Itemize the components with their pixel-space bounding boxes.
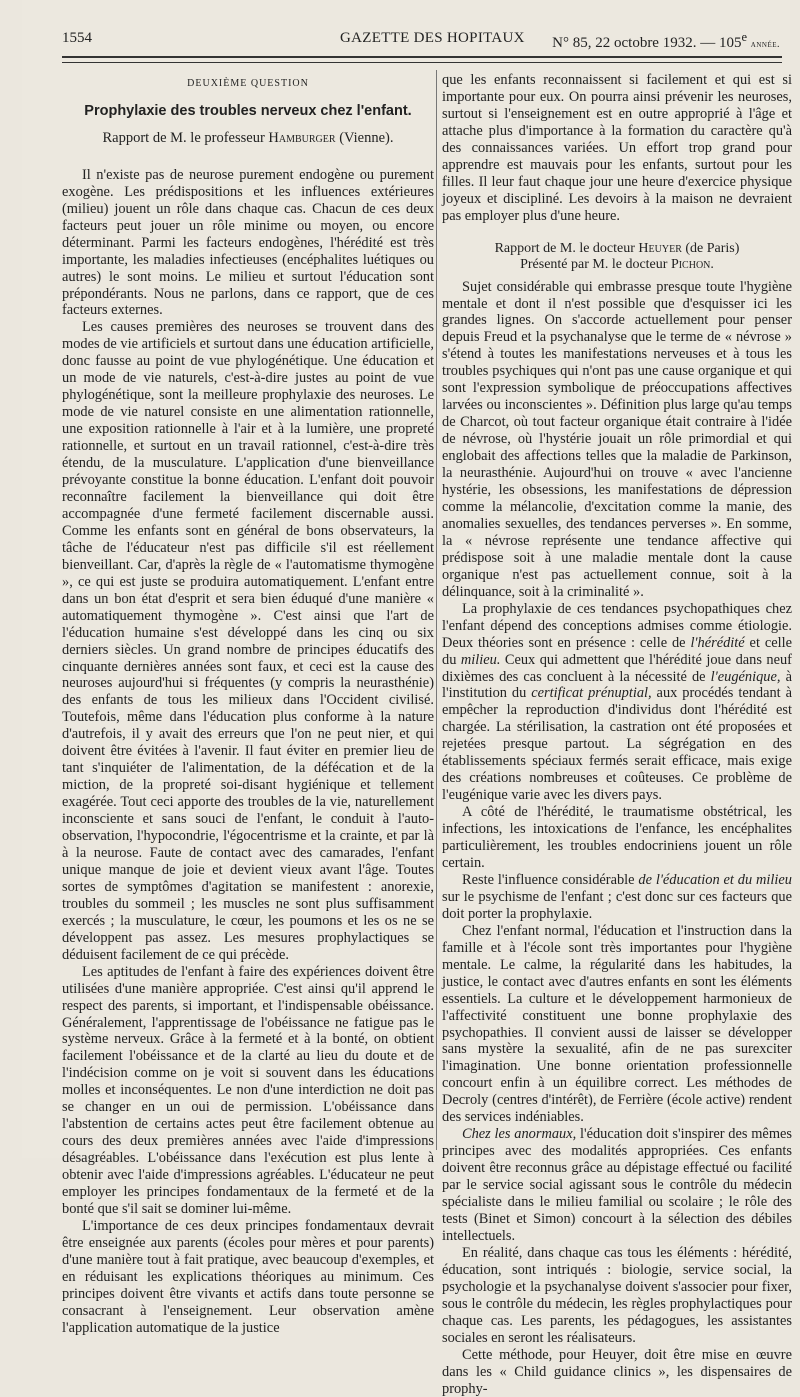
issue-date-suffix: année.: [750, 39, 780, 50]
question-heading: DEUXIÈME QUESTION: [187, 78, 309, 89]
emphasis: l'eugénique,: [710, 668, 781, 685]
paragraph: A côté de l'hérédité, le traumatisme obstétrical, les infections, les intoxications de l'enfance, les encéphalites particulièrement, les troubles endocriniens jouent un rôle certain.: [442, 804, 792, 871]
paragraph: Les aptitudes de l'enfant à faire des expériences doivent être utilisées d'une manière appropriée. C'est ainsi qu'il apprend le respect des parents, si important, et l'indispensable obéissance. Généralement, l'apprentissage de l'obéissance ne fatigue pas le système nerveux. Grâce à la fermeté et à la bonté, on obtient facilement l'obéissance et de la clarté au lieu du doute et de l'indécision comme on je voit si souvent dans les éducations molles et inconséquentes. Le non d'une interdiction ne doit pas se changer en un oui de permission. L'obéissance dans l'abstention de certains actes peut être facilement obtenue au cours des deux premières années avec l'aide d'impressions désagréables. L'obéissance dans l'exécution est plus lente à obtenir avec l'aide d'impressions agréables. L'éducateur ne peut employer les principes fondamentaux de la fermeté et de la bonté que s'il sait se dominer lui-même.: [62, 963, 434, 1217]
paragraph: En réalité, dans chaque cas tous les éléments : hérédité, éducation, sont intriqués : biologie, service social, la psychologie et la psychanalyse doivent s'associer pour fixer, sous le contrôle du médecin, les règles prophylactiques pour chaque cas. Les parents, les pédagogues, les assistantes sociales en seront les réalisateurs.: [442, 1244, 792, 1346]
paragraph: L'importance de ces deux principes fondamentaux devrait être enseignée aux parents (écoles pour mères et pour parents) d'une manière tout à fait pratique, avec beaucoup d'exemples, et en réduisant les explications théoriques au minimum. Ces principes doivent être vivants et actifs dans toute personne se consacrant à l'enseignement. Leur observation amène l'application automatique de la justice: [62, 1217, 434, 1336]
second-report-line1: [442, 241, 792, 257]
report-author: Hamburger: [268, 129, 336, 146]
text-run: et celle du: [442, 634, 792, 668]
second-report-prefix: Rapport de M. le docteur: [494, 240, 635, 256]
page-number: 1554: [62, 30, 92, 46]
text-run: Reste l'influence considérable: [462, 871, 639, 888]
page: [22, 0, 792, 1397]
paragraph: Il n'existe pas de neurose purement endogène ou purement exogène. Les prédispositions et les influences extérieures (milieu) jouent un rôle dans chaque cas. Chacun de ces deux facteurs peut jouer un rôle minime ou moyen, ou encore déterminant. Parmi les facteurs endogènes, l'hérédité est très importante, les maladies infectieuses (encéphalites luétiques ou autres) le sont moins. Le milieu et surtout l'éducation sont prépondérants. Nous ne parlons, dans ce rapport, que de ces facteurs externes.: [62, 166, 434, 319]
text-run: à l'institution du: [442, 668, 792, 702]
emphasis: de l'éducation et du milieu: [638, 871, 792, 888]
text-run: Ceux qui admettent que l'hérédité joue dans neuf dixièmes des cas concluent à la nécessité de: [442, 651, 792, 685]
paragraph: [442, 872, 792, 923]
issue-date-sup: e: [741, 30, 748, 44]
report-byline-prefix: Rapport de M. le professeur: [102, 129, 265, 146]
left-column: [62, 72, 434, 1337]
text-run: sur le psychisme de l'enfant ; c'est donc sur ces facteurs que doit porter la prophylaxie.: [442, 888, 792, 922]
paragraph: [442, 601, 792, 804]
header-rule: [62, 56, 782, 58]
journal-title: GAZETTE DES HOPITAUX: [340, 30, 525, 46]
paragraph: Chez l'enfant normal, l'éducation et l'instruction dans la famille et à l'école sont très importantes pour l'hygiène mentale. Le calme, la régularité dans les habitudes, la justice, le contact avec d'autres enfants en sont les éléments essentiels. La culture et le développement harmonieux de l'affectivité constituent une bonne prophylaxie des psychopathies. Il convient aussi de laisser se développer sans mystère la sexualité, afin de ne pas surexciter l'imagination. Une bonne orientation professionnelle concourt enfin à un équilibre correct. Les méthodes de Decroly (centres d'intérêt), de Ferrière (école active) rendent des services indéniables.: [442, 922, 792, 1126]
emphasis: l'hérédité: [690, 634, 745, 651]
paragraph: Les causes premières des neuroses se trouvent dans des modes de vie artificiels et surtout dans une éducation artificielle, donc fausse au point de vue phylogénétique. Une éducation et un mode de vie naturels, c'est-à-dire justes au point de vue phylogénétique, sont la meilleure prophylaxie des neuroses. Le mode de vie naturel consiste en une alimentation rationnelle, une exposition rationnelle à l'air et à la lumière, une propreté rationnelle, et surtout en un travail rationnel, c'est-à-dire très étendu, de la musculature. L'application d'une bienveillance prévoyante constitue la bonne éducation. L'enfant doit pouvoir reconnaître facilement la bienveillance qui doit être accompagnée d'une fermeté facilement discernable aussi. Comme les enfants sont en général de bons observateurs, la tâche de l'éducateur n'est pas difficile s'il est réellement bienveillant. Car, d'après la règle de « l'automatisme thymogène », ce qui est juste se produira automatiquement. L'enfant entre dans un bon état d'esprit et sera bien éduqué d'une manière « automatiquement thymogène ». C'est ainsi que l'art de l'éducation humaine s'est développé dans les cinq ou six derniers siècles. Un grand nombre de principes éducatifs des cinquante dernières années sont faux, et ceci est la cause des neuroses aujourd'hui si fréquentes (y compris la neurasthénie) des enfants de tous les milieux dans l'Occident civilisé. Toutefois, même dans l'éducation plus conforme à la nature d'autrefois, il y avait des erreurs que l'on ne peut nier, et qui doivent être évitées à l'avenir. Il faut éviter en premier lieu de tant s'inquiéter de l'alimentation, de la défécation et de la miction, de la propreté soi-disant hygiénique et tellement exagérée. Tout ceci apporte des troubles de la vie, naturellement inconsciente et sans souci de l'enfant, le conduit à l'auto-observation, l'hypocondrie, l'égocentrisme et la crainte, et par là à la neurose. Faute de contact avec des camarades, l'enfant unique manque de joie et devient vieux avant l'âge. Toutes sortes de symptômes d'agitation se manifestent : anorexie, troubles du sommeil ; les muscles ne sont plus suffisamment exercés ; la musculature, le cœur, les poumons et les os ne se développent pas assez. Les mesures prophylactiques se déduisent facilement de ce qui précède.: [62, 319, 434, 963]
text-run: aux procédés tendant à empêcher la reproduction d'individus dont l'hérédité est chargée. La stérilisation, la castration ont été proposées et rejetées presque partout. La ségrégation en des établissements spéciaux fermés serait efficace, mais exige des créations nombreuses et coûteuses. Ce problème de l'eugénique varie avec les divers pays.: [442, 685, 792, 804]
issue-date-text: N° 85, 22 octobre 1932. — 105: [552, 35, 742, 51]
second-report-suffix: (de Paris): [685, 240, 740, 256]
paragraph: Cette méthode, pour Heuyer, doit être mise en œuvre dans les « Child guidance clinics », les dispensaires de prophy-: [442, 1346, 792, 1397]
emphasis: milieu.: [460, 651, 501, 668]
text-run: l'éducation doit s'inspirer des mêmes principes avec des modalités appropriées. Ces enfants doivent être reconnus grâce au dépistage effectué ou facilité par le service social agissant sous le contrôle du médecin spécialiste dans le milieu familial ou scolaire ; le rôle des tests (Binet et Simon) concourt à la sélection des débiles intellectuels.: [442, 1126, 792, 1244]
paragraph: Sujet considérable qui embrasse presque toute l'hygiène mentale et dont il n'est possible que d'esquisser ici les grandes lignes. On s'accorde actuellement pour penser depuis Freud et la psychanalyse que le terme de « névrose » s'étend à toutes les manifestations nerveuses et à tous les troubles psychiques qui n'ont pas une cause organique et qui sont l'expression symbolique de préoccupations affectives larvées ou inconscientes ». Définition plus large qu'au temps de Charcot, où tout facteur organique était contraire à l'idée de névrose, où l'hystérie jouait un rôle primordial et qui englobait des affections telles que la maladie de Parkinson, la neurasthénie. Aujourd'hui on trouve « avec l'ancienne hystérie, les obsessions, les manifestations de dépression comme la mélancolie, d'excitation comme la manie, des anomalies sexuelles, des tendances perverses ». En somme, la « névrose représente une tendance affective qui prédispose soit à une maladie mentale dont la cause organique n'est pas actuellement connue, soit à la délinquance, soit à la criminalité ».: [442, 278, 792, 600]
text-run: La prophylaxie de ces tendances psychopathiques chez l'enfant dépend des conceptions admises comme étiologie. Deux théories sont en présence : celle de: [442, 600, 792, 651]
column-divider: [436, 70, 437, 1150]
header-rule-thin: [62, 62, 782, 63]
emphasis: certificat prénuptial,: [531, 685, 652, 702]
running-header: [62, 30, 782, 56]
presenter-name: Pichon.: [670, 256, 714, 272]
paragraph: [442, 1126, 792, 1245]
report-byline: [62, 130, 434, 147]
second-report-line2: [442, 257, 792, 273]
issue-date: [552, 30, 780, 52]
presenter-prefix: Présenté par M. le docteur: [520, 256, 668, 272]
second-report-byline: [442, 241, 792, 273]
second-report-author: Heuyer: [638, 240, 682, 256]
paragraph-continuation: que les enfants reconnaissent si facilement et qui est si importante pour eux. On pourra ainsi prévenir les neuroses, surtout si l'enseignement est en outre approprié à l'âge et attache plus d'importance à la formation du caractère qu'à des connaissances variées. Un effort trop grand pour apprendre est mauvais pour les enfants, surtout pour les filles. Il leur faut chaque jour une heure d'exercice physique joyeux et discipliné. Les devoirs à la maison ne devraient pas employer plus d'une heure.: [442, 72, 792, 224]
right-column: [442, 72, 792, 1397]
article-title: Prophylaxie des troubles nerveux chez l'enfant.: [84, 102, 412, 119]
report-byline-suffix: (Vienne).: [339, 129, 394, 146]
emphasis: Chez les anormaux,: [462, 1126, 577, 1143]
